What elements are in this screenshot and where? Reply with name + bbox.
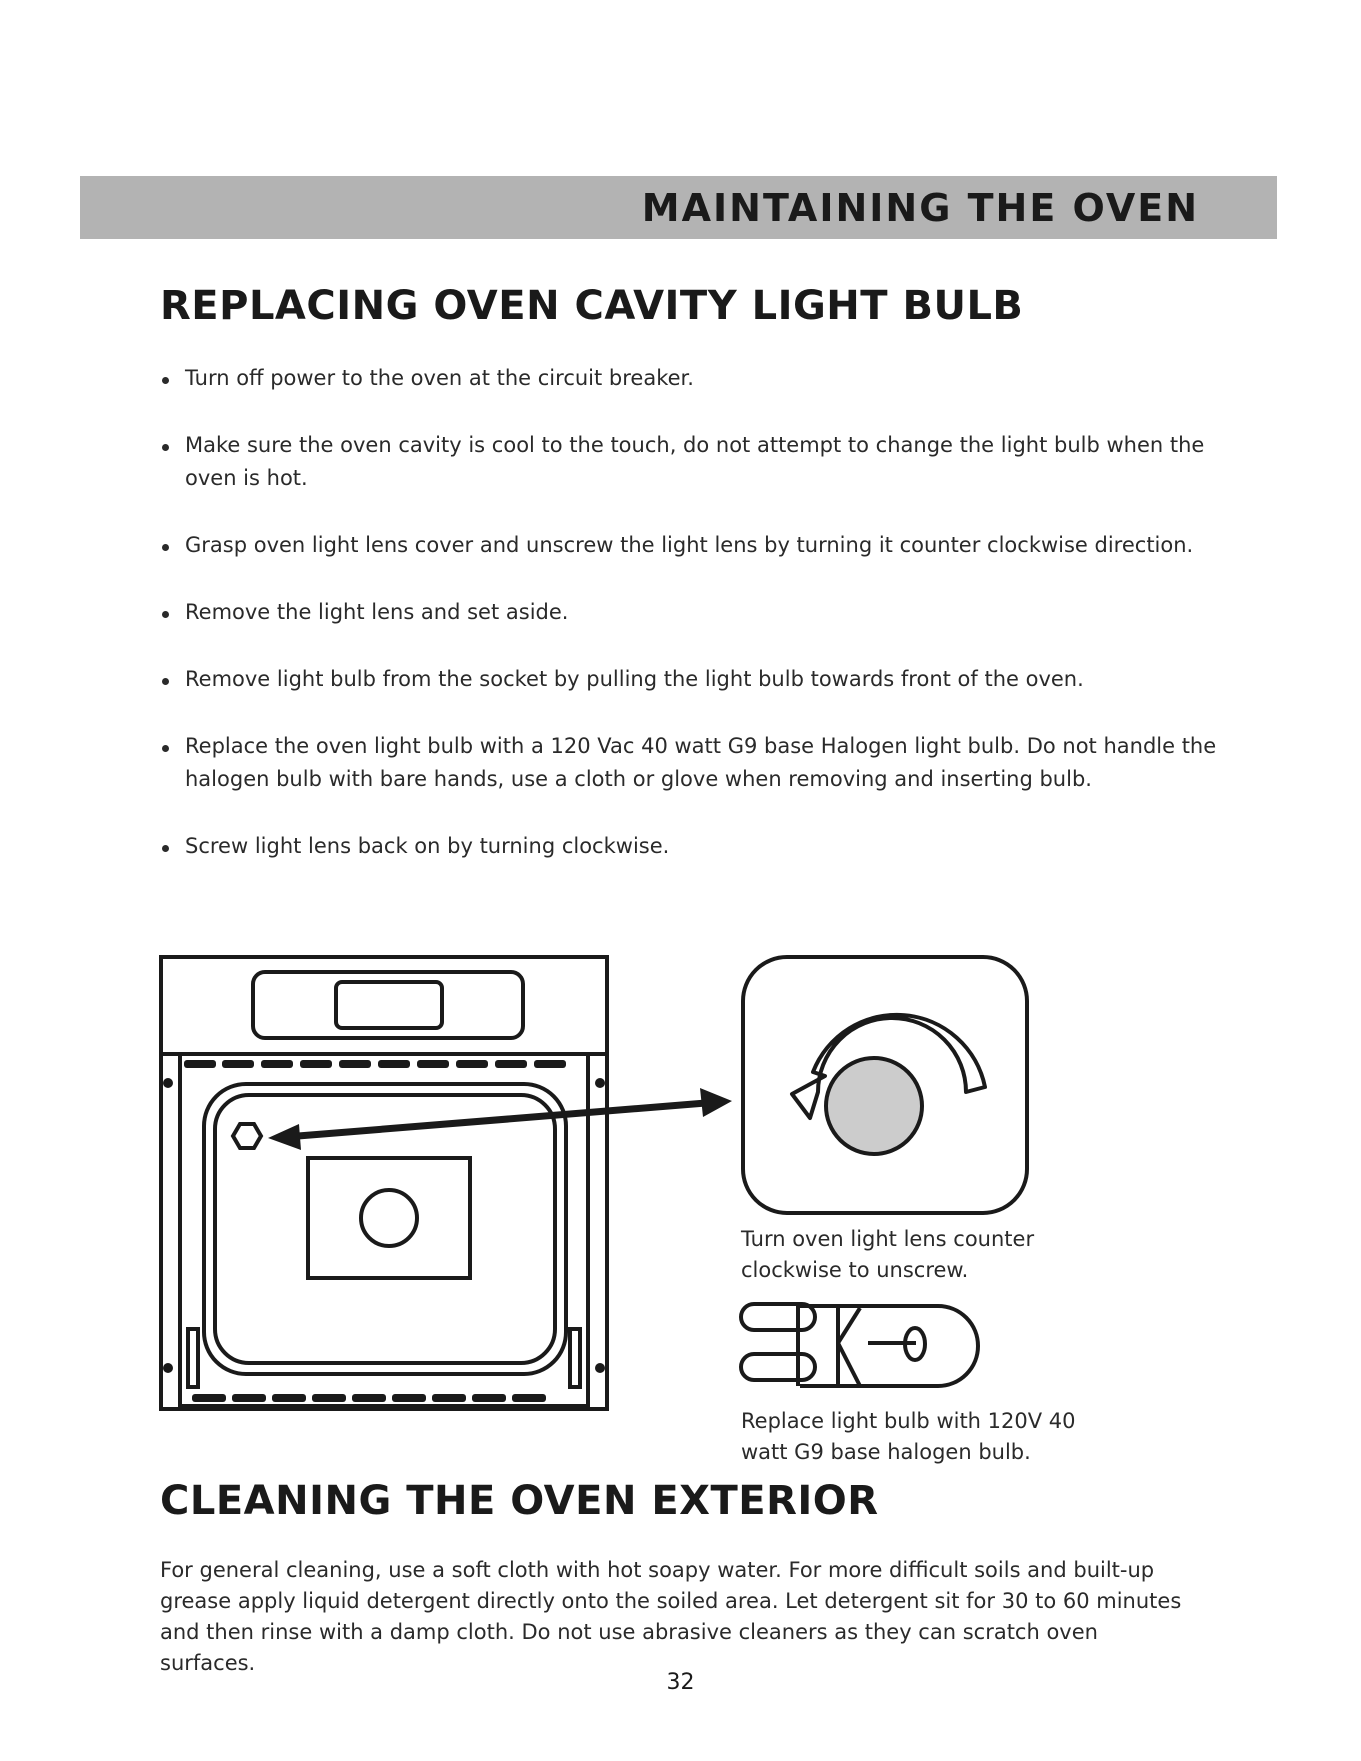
g9-bulb-illustration xyxy=(738,1300,1034,1394)
lens-cover-icon xyxy=(826,1058,922,1154)
caption-bulb: Replace light bulb with 120V 40 watt G9 base halogen bulb. xyxy=(741,1409,1076,1464)
lens-detail-illustration xyxy=(740,954,1030,1216)
page-number: 32 xyxy=(666,1670,695,1695)
step-item: Make sure the oven cavity is cool to the touch, do not attempt to change the light bulb when the oven is hot. xyxy=(160,429,1240,495)
oven-door-frame xyxy=(180,1054,588,1406)
hexagon-light-icon xyxy=(233,1124,261,1148)
step-item: Turn off power to the oven at the circuit breaker. xyxy=(160,362,1240,395)
header-bar xyxy=(80,176,1277,239)
control-display xyxy=(336,982,442,1028)
step-item: Remove light bulb from the socket by pulling the light bulb towards front of the oven. xyxy=(160,663,1240,696)
section-title-light-bulb: REPLACING OVEN CAVITY LIGHT BULB xyxy=(160,283,1024,329)
steps-list xyxy=(160,362,1240,897)
bulb-pin-bottom xyxy=(741,1354,815,1380)
vent-top xyxy=(184,1060,566,1068)
vent-bottom xyxy=(192,1394,546,1402)
oven-front-illustration xyxy=(158,954,618,1414)
fan-circle xyxy=(361,1190,417,1246)
step-item: Replace the oven light bulb with a 120 Vac 40 watt G9 base Halogen light bulb. Do not handle the halogen bulb with bare hands, use a cloth or glove when removing and inserting bulb. xyxy=(160,730,1240,796)
section-title-cleaning: CLEANING THE OVEN EXTERIOR xyxy=(160,1478,879,1524)
step-item: Remove the light lens and set aside. xyxy=(160,596,1240,629)
step-item: Screw light lens back on by turning clockwise. xyxy=(160,830,1240,863)
caption-lens: Turn oven light lens counter clockwise to unscrew. xyxy=(741,1227,1035,1282)
oven-outer-frame xyxy=(161,957,607,1409)
cleaning-paragraph: For general cleaning, use a soft cloth with hot soapy water. For more difficult soils and built-up grease apply liquid detergent directly onto the soiled area. Let detergent sit for 30 to 60 minutes and then rinse with a damp cloth. Do not use abrasive cleaners as they can scratch oven surfaces. xyxy=(160,1558,1182,1675)
header-title: MAINTAINING THE OVEN xyxy=(641,186,1199,230)
arrow-head-right xyxy=(700,1088,732,1117)
oven-window xyxy=(308,1158,470,1278)
step-item: Grasp oven light lens cover and unscrew the light lens by turning it counter clockwise direction. xyxy=(160,529,1240,562)
bulb-glass xyxy=(800,1306,978,1386)
